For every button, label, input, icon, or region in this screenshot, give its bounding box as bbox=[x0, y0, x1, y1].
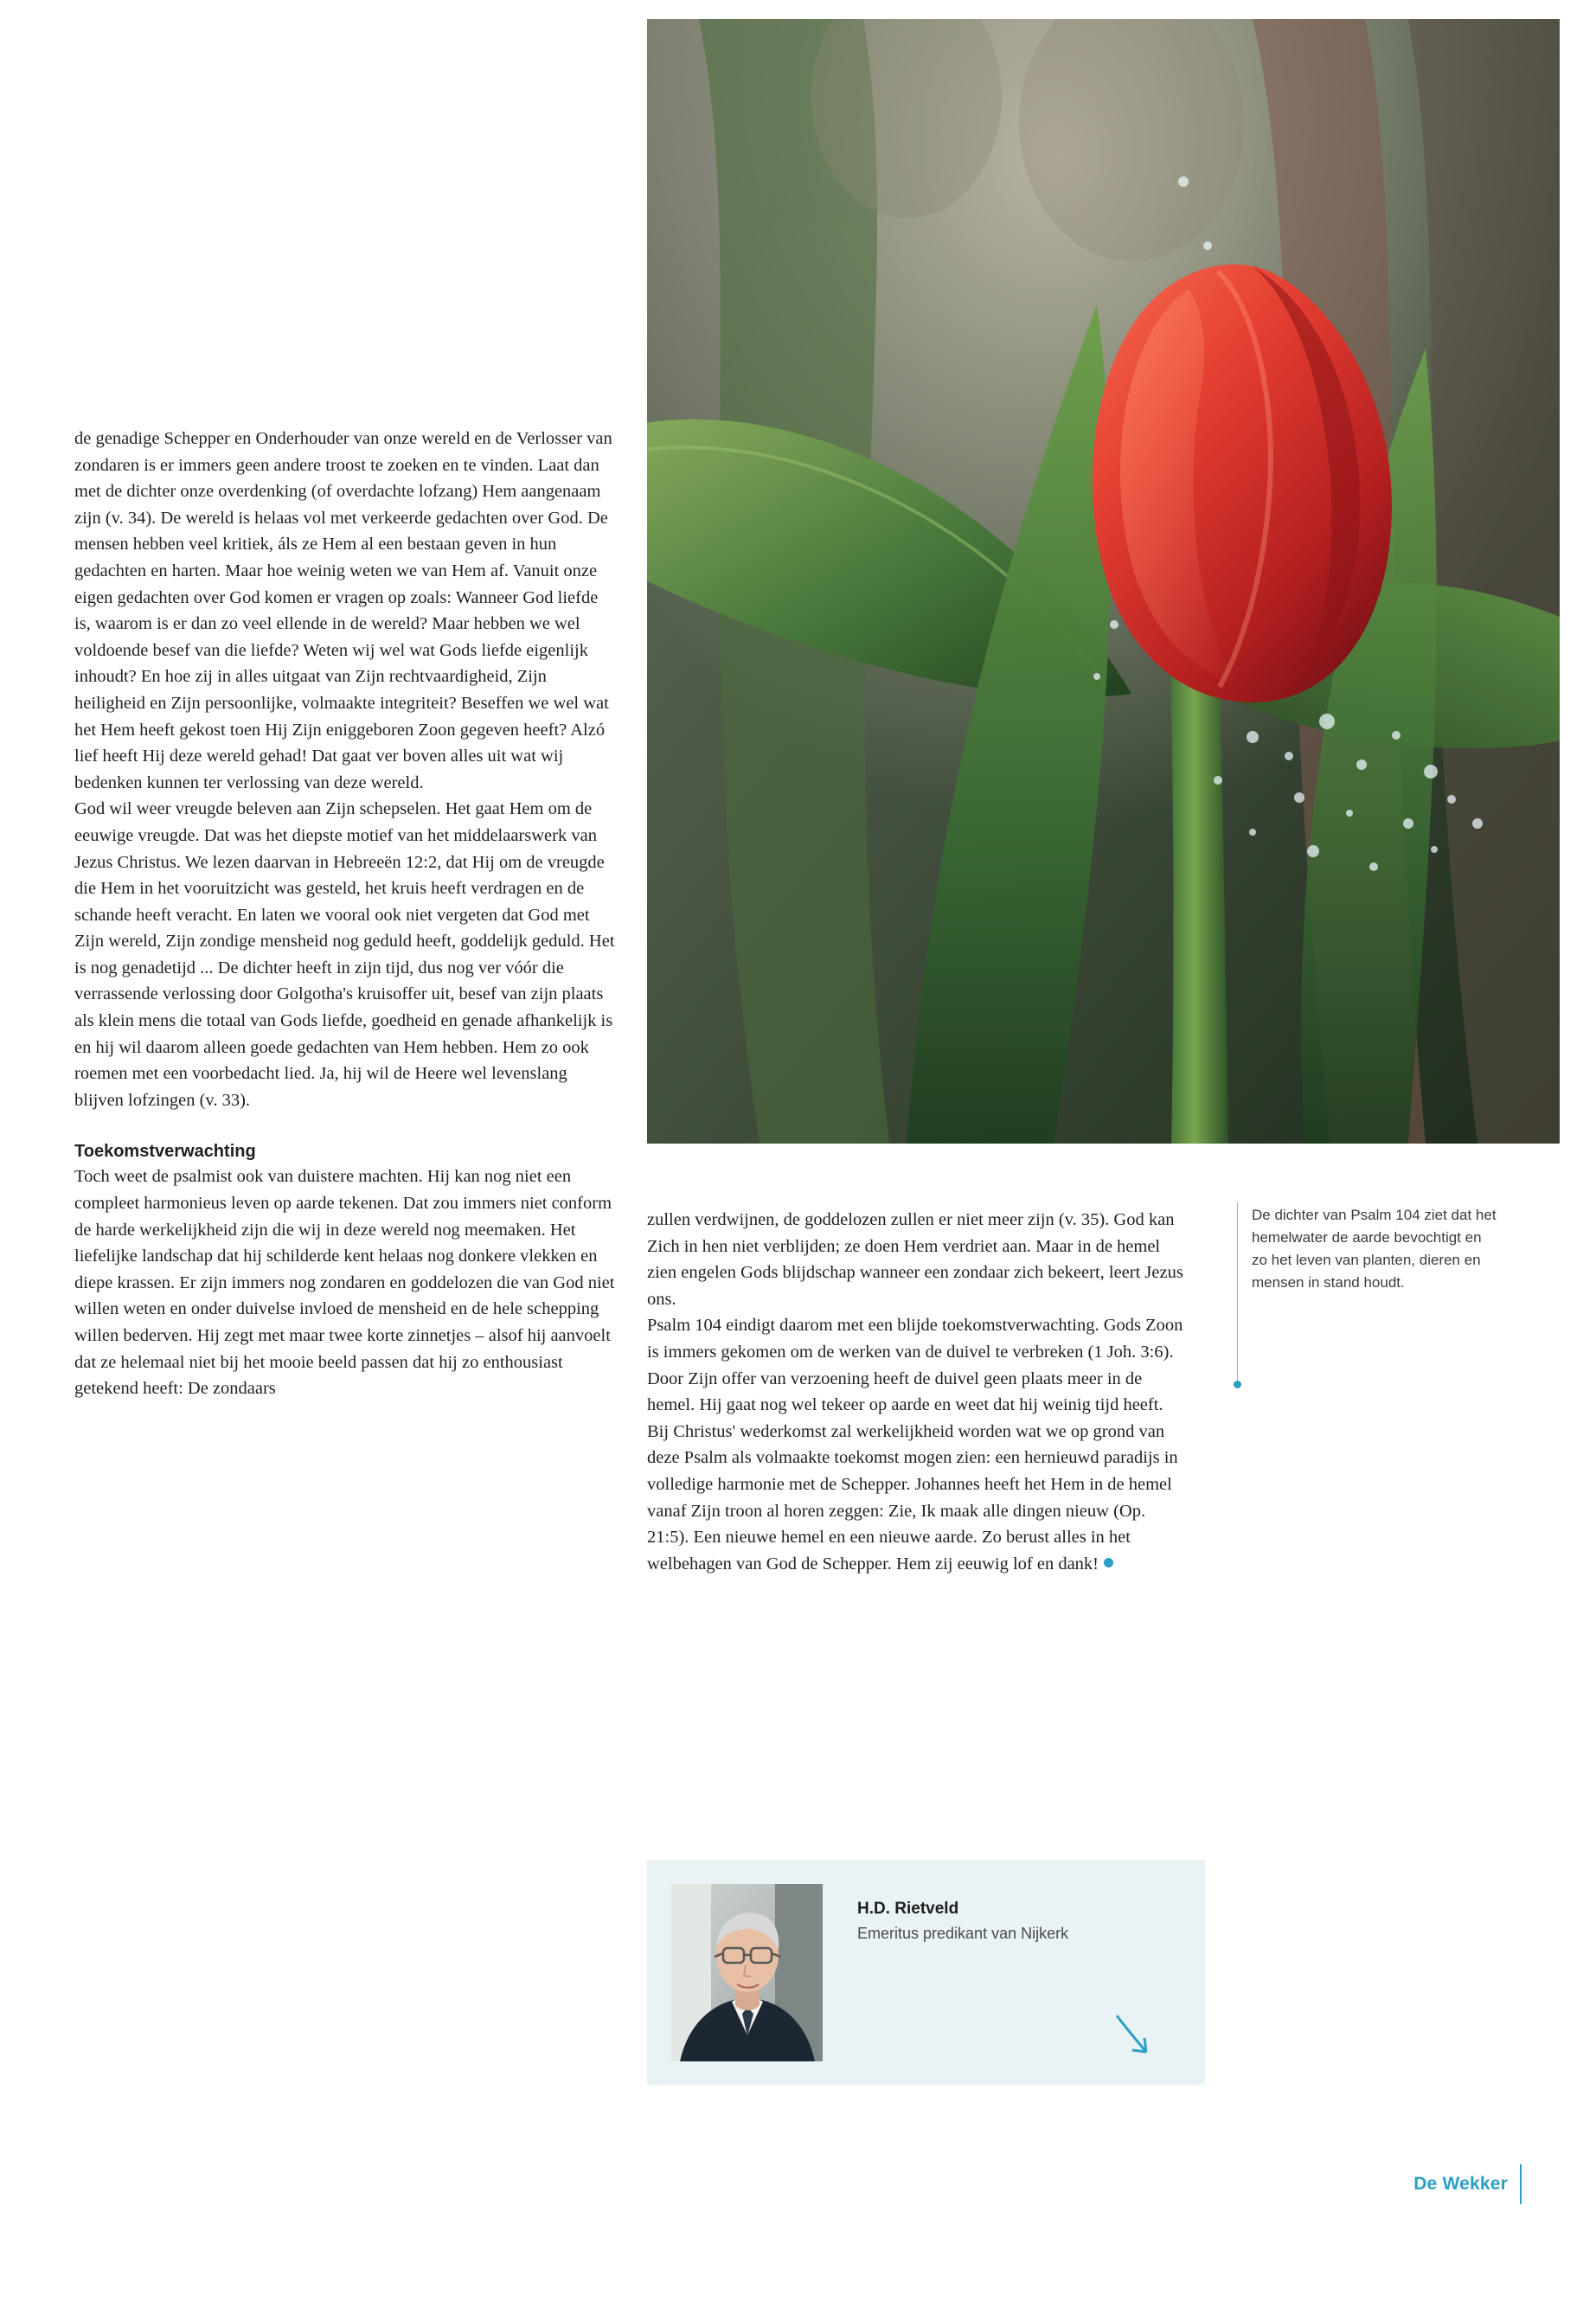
footer-rule bbox=[1520, 2164, 1522, 2204]
section-heading: Toekomstverwachting bbox=[74, 1142, 256, 1162]
paragraph-text: Psalm 104 eindigt daarom met een blijde toekomstverwachting. Gods Zoon is immers gekomen om de werken van de duivel te verbreken (1 Joh. 3:6). Door Zijn offer van verzoening heeft de duivel geen plaats meer in de hemel. Hij gaat nog wel tekeer op aarde en weet dat hij weinig tijd heeft. Bij Christus' wederkomst zal werkelijkheid worden wat we op grond van deze Psalm als volmaakte toekomst mogen zien: een hernieuwd paradijs in volledige harmonie met de Schepper. Johannes heeft het Hem in de hemel vanaf Zijn troon al horen zeggen: Zie, Ik maak alle dingen nieuw (Op. 21:5). Een nieuwe hemel en een nieuwe aarde. Zo berust alles in het welbehagen van God de Schepper. Hem zij eeuwig lof en dank! bbox=[647, 1316, 1183, 1574]
author-info bbox=[857, 1898, 1068, 1945]
paragraph-with-end-mark bbox=[647, 1312, 1183, 1577]
footer bbox=[1413, 2164, 1522, 2204]
article-end-dot-icon bbox=[1104, 1558, 1113, 1567]
author-name: H.D. Rietveld bbox=[857, 1900, 959, 1918]
footer-publication-name: De Wekker bbox=[1413, 2174, 1508, 2194]
caption-text: De dichter van Psalm 104 ziet dat het hemelwater de aarde bevochtigt en zo het leven van planten, dieren en mensen in stand houdt. bbox=[1252, 1207, 1497, 1291]
hero-image bbox=[647, 19, 1560, 1144]
body-column-left bbox=[74, 426, 615, 1402]
avatar bbox=[671, 1884, 823, 2061]
paragraph: zullen verdwijnen, de goddelozen zullen er niet meer zijn (v. 35). God kan Zich in hen niet verblijden; ze doen Hem verdriet aan. Maar in de hemel zien engelen Gods blijdschap wanneer een zondaar zich bekeert, leert Jezus ons. bbox=[647, 1210, 1183, 1309]
caption-rule bbox=[1237, 1202, 1238, 1388]
photo-caption bbox=[1237, 1202, 1497, 1388]
author-box bbox=[647, 1860, 1205, 2085]
paragraph: Toch weet de psalmist ook van duistere machten. Hij kan nog niet een compleet harmonieus leven op aarde tekenen. Dat zou immers niet conform de harde werkelijkheid zijn die wij in deze wereld nog meemaken. Het liefelijke landschap dat hij schilderde kent helaas nog donkere vlekken en diepe krassen. Er zijn immers nog zondaren en goddelozen die van God niet willen weten en onder duivelse invloed de mensheid en de hele schepping willen bederven. Hij zegt met maar twee korte zinnetjes – alsof hij aanvoelt dat ze helemaal niet bij het mooie beeld passen dat hij zo enthousiast getekend heeft: De zondaars bbox=[74, 1167, 615, 1399]
arrow-icon bbox=[1112, 2010, 1155, 2061]
author-role: Emeritus predikant van Nijkerk bbox=[857, 1925, 1069, 1942]
paragraph: de genadige Schepper en Onderhouder van onze wereld en de Verlosser van zondaren is er immers geen andere troost te zoeken en te vinden. Laat dan met de dichter onze overdenking (of overdachte lofzang) Hem aangenaam zijn (v. 34). De wereld is helaas vol met verkeerde gedachten over God. De mensen hebben veel kritiek, áls ze Hem al een bestaan geven in hun gedachten en harten. Maar hoe weinig weten we van Hem af. Vanuit onze eigen gedachten over God komen er vragen op zoals: Wanneer God liefde is, waarom is er dan zo veel ellende in de wereld? Maar hebben we wel voldoende besef van die liefde? Weten wij wel wat Gods liefde eigenlijk inhoudt? En hoe zij in alles uitgaat van Zijn rechtvaardigheid, Zijn heiligheid en Zijn persoonlijke, volmaakte integriteit? Beseffen we wel wat het Hem heeft gekost toen Hij Zijn eniggeboren Zoon gegeven heeft? Alzó lief heeft Hij deze wereld gehad! Dat gaat ver boven alles uit wat wij bedenken kunnen ter verlossing van deze wereld. bbox=[74, 429, 612, 792]
body-column-middle bbox=[647, 1207, 1183, 1577]
paragraph: God wil weer vreugde beleven aan Zijn schepselen. Het gaat Hem om de eeuwige vreugde. Dat was het diepste motief van het middelaarswerk van Jezus Christus. We lezen daarvan in Hebreeën 12:2, dat Hij om de vreugde die Hem in het vooruitzicht was gesteld, het kruis heeft verdragen en de schande heeft veracht. En laten we vooral ook niet vergeten dat God met Zijn wereld, Zijn zondige mensheid nog geduld heeft, goddelijk geduld. Het is nog genadetijd ... De dichter heeft in zijn tijd, dus nog ver vóór die verrassende verlossing door Golgotha's kruisoffer uit, besef van zijn plaats als klein mens die totaal van Gods liefde, goedheid en genade afhankelijk is en hij wil daarom alleen goede gedachten van Hem hebben. Hem zo ook roemen met een voorbedacht lied. Ja, hij wil de Heere wel levenslang blijven lofzingen (v. 33). bbox=[74, 799, 615, 1110]
